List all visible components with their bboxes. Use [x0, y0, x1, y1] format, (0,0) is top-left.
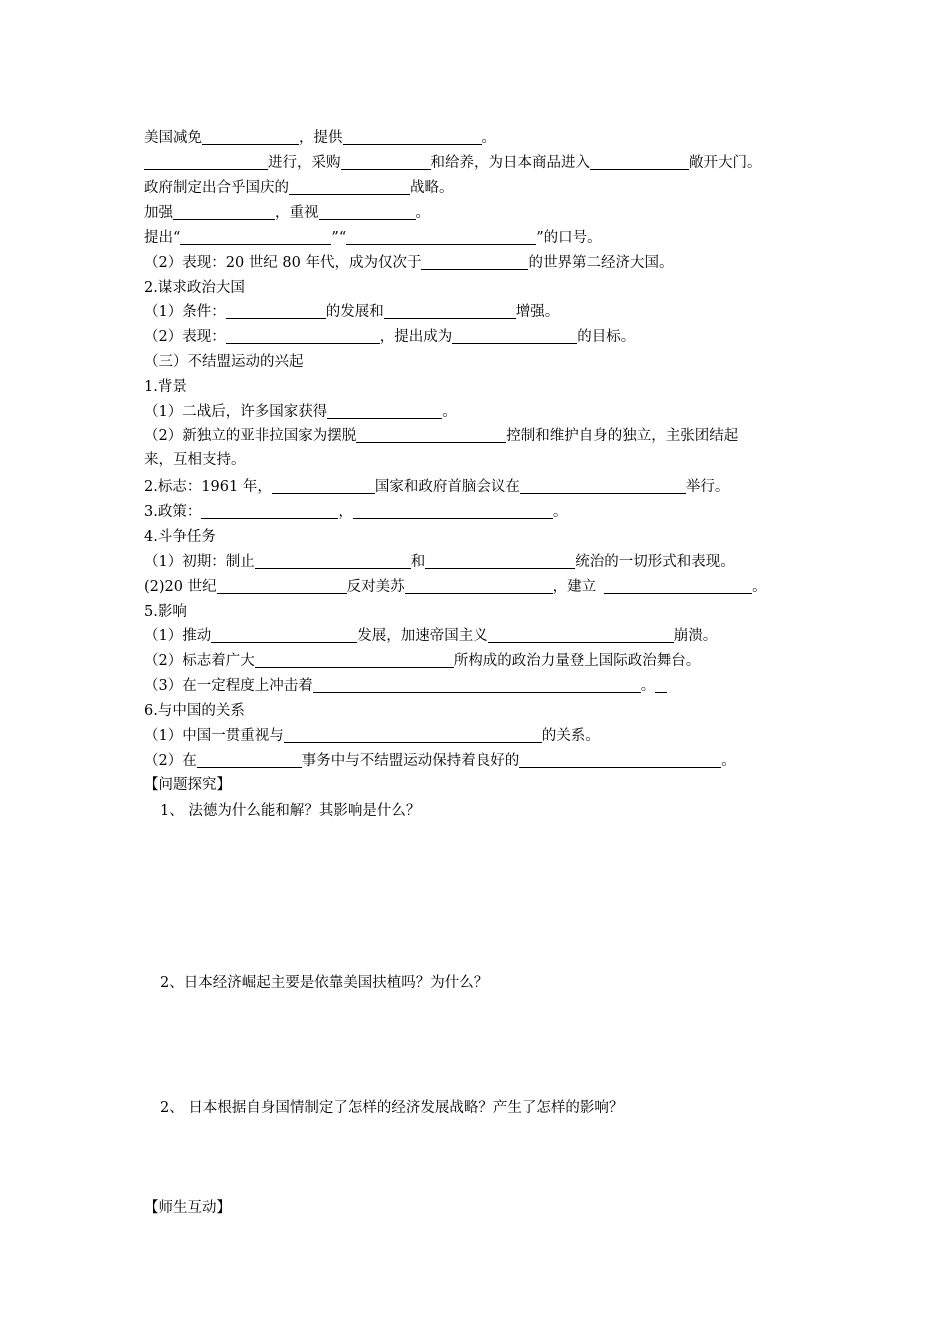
blank[interactable] [343, 129, 482, 145]
blank[interactable] [289, 179, 410, 195]
line-policy: 3.政策： ， 。 [144, 504, 568, 520]
blank[interactable] [180, 229, 331, 245]
blank[interactable] [173, 204, 275, 220]
blank[interactable] [201, 503, 338, 519]
blank[interactable] [425, 553, 575, 569]
blank[interactable] [226, 303, 326, 319]
blank[interactable] [356, 427, 506, 443]
blank[interactable] [272, 478, 375, 494]
blank[interactable] [655, 677, 667, 693]
interaction-heading: 【师生互动】 [144, 1200, 231, 1216]
blank[interactable] [255, 553, 411, 569]
line-symbol: 2.标志：1961 年， 国家和政府首脑会议在 举行。 [144, 479, 730, 495]
question-1: 1、 法德为什么能和解？其影响是什么？ [160, 803, 421, 819]
blank[interactable] [313, 677, 641, 693]
line-strategy: 政府制定出合乎国庆的 战略。 [144, 180, 454, 196]
section-political-power: 2.谋求政治大国 [144, 280, 245, 296]
line-marks: （2）标志着广大 所构成的政治力量登上国际政治舞台。 [144, 653, 701, 669]
line-promote: （1）推动 发展，加速帝国主义 崩溃。 [144, 628, 718, 644]
blank[interactable] [353, 503, 553, 519]
line-procurement: 进行，采购 和给养，为日本商品进入 敞开大门。 [144, 153, 824, 173]
line-impact: （3）在一定程度上冲击着 。 [144, 676, 824, 696]
inquiry-heading: 【问题探究】 [144, 777, 231, 793]
blank[interactable] [421, 254, 528, 270]
section-non-aligned: （三）不结盟运动的兴起 [144, 354, 304, 370]
blank[interactable] [590, 154, 689, 170]
line-us-reduction: 美国减免 ，提供 。 [144, 130, 496, 146]
section-background: 1.背景 [144, 379, 187, 395]
blank[interactable] [202, 129, 299, 145]
line-conditions: （1）条件： 的发展和 增强。 [144, 304, 560, 320]
section-china-relations: 6.与中国的关系 [144, 703, 245, 719]
line-unity: （2）新独立的亚非拉国家为摆脱 控制和维护自身的独立，主张团结起 来，互相支持。 [144, 428, 739, 468]
blank[interactable] [604, 578, 752, 594]
blank[interactable] [211, 627, 357, 643]
line-manifestation: （2）表现： ，提出成为 的目标。 [144, 329, 636, 345]
blank[interactable] [452, 328, 577, 344]
answer-area-1[interactable] [160, 825, 800, 965]
line-china-affairs: （2）在 事务中与不结盟运动保持着良好的 。 [144, 753, 736, 769]
line-independence: （1）二战后，许多国家获得 。 [144, 404, 457, 420]
blank[interactable] [488, 627, 674, 643]
line-slogan: 提出“ ”“ ”的口号。 [144, 230, 602, 246]
answer-area-2[interactable] [160, 997, 800, 1092]
blank[interactable] [405, 578, 553, 594]
section-impact: 5.影响 [144, 604, 187, 620]
blank[interactable] [319, 204, 416, 220]
blank[interactable] [520, 478, 686, 494]
blank[interactable] [217, 578, 347, 594]
question-2: 2、日本经济崛起主要是依靠美国扶植吗？为什么？ [160, 975, 489, 991]
blank[interactable] [346, 229, 536, 245]
line-economic-power: （2）表现：20 世纪 80 年代，成为仅次于 的世界第二经济大国。 [144, 255, 674, 271]
section-tasks: 4.斗争任务 [144, 529, 216, 545]
line-china-values: （1）中国一贯重视与 的关系。 [144, 728, 600, 744]
blank[interactable] [226, 328, 380, 344]
answer-area-3[interactable] [160, 1122, 800, 1192]
blank[interactable] [384, 303, 516, 319]
blank[interactable] [284, 727, 542, 743]
blank[interactable] [327, 403, 442, 419]
blank[interactable] [255, 652, 454, 668]
blank[interactable] [144, 154, 268, 170]
question-3: 2、 日本根据自身国情制定了怎样的经济发展战略？产生了怎样的影响？ [160, 1100, 624, 1116]
line-early-tasks: （1）初期：制止 和 统治的一切形式和表现。 [144, 554, 735, 570]
blank[interactable] [519, 752, 721, 768]
line-strengthen: 加强 ，重视 。 [144, 205, 430, 221]
blank[interactable] [197, 752, 302, 768]
line-later-tasks: (2)20 世纪 反对美苏 ，建立 。 [144, 579, 767, 595]
blank[interactable] [341, 154, 431, 170]
